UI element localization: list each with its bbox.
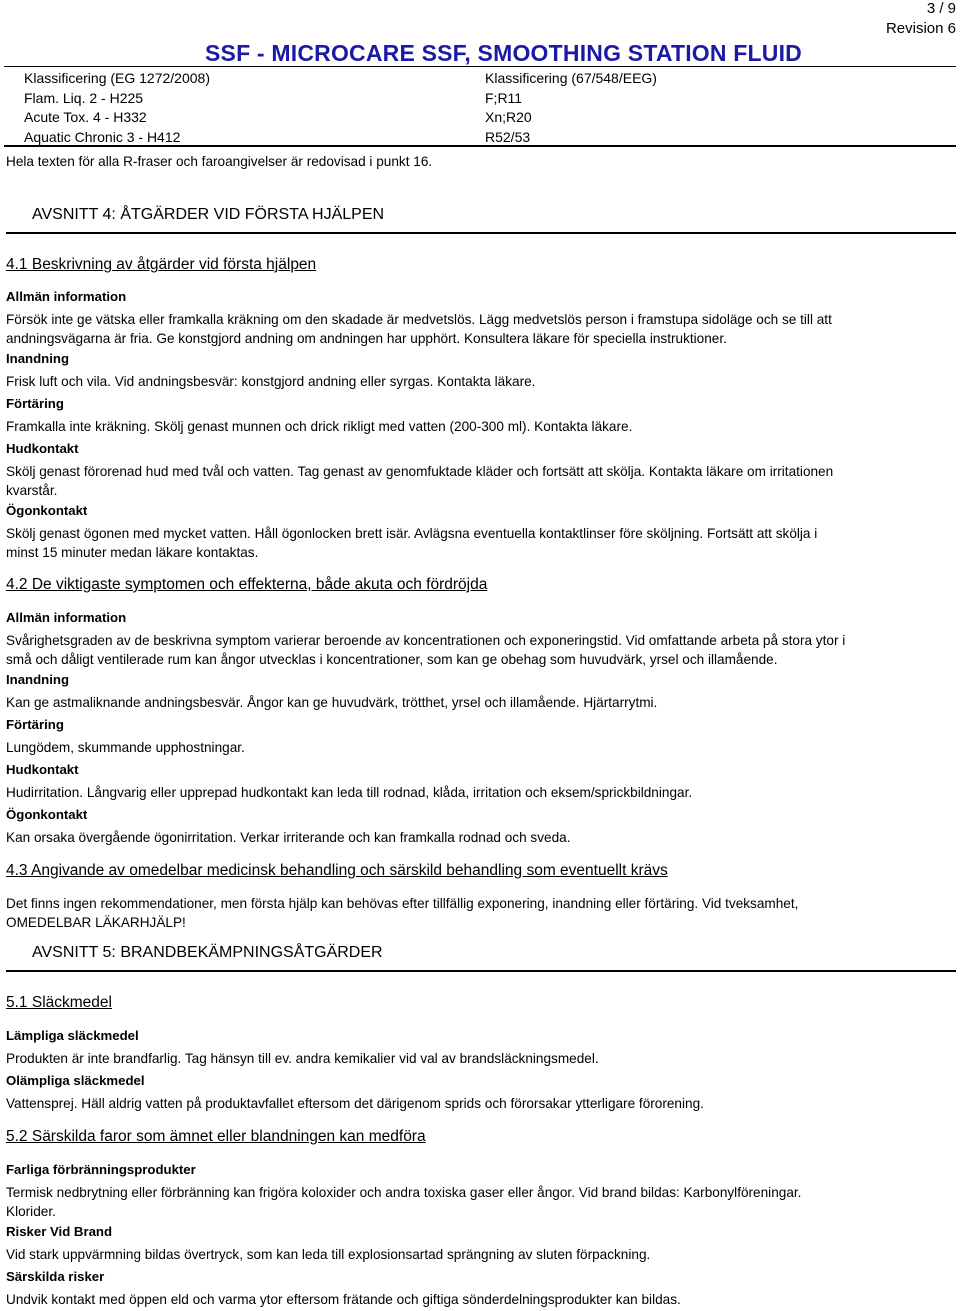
classification-eeg-line: R52/53 <box>485 128 531 145</box>
classification-box <box>4 66 956 147</box>
classification-eeg-line: F;R11 <box>485 89 523 106</box>
text-line: Framkalla inte kräkning. Skölj genast munnen och drick rikligt med vatten (200-300 ml). Kontakta läkare. <box>6 419 633 434</box>
classification-eeg-line: Xn;R20 <box>485 109 532 125</box>
text-line: Skölj genast förorenad hud med tvål och vatten. Tag genast av genomfuktade kläder och fortsätt att skölja. Kontakta läkare om irritationen <box>6 464 834 479</box>
classification-eeg <box>485 69 657 147</box>
classification-eeg-line: Klassificering (67/548/EEG) <box>485 70 657 86</box>
text-line: kvarstår. <box>6 483 58 498</box>
classification-eg-line: Flam. Liq. 2 - H225 <box>24 89 144 106</box>
subsection-4-1-title: 4.1 Beskrivning av åtgärder vid första hjälpen <box>6 256 317 273</box>
label-suitable-media: Lämpliga släckmedel <box>6 1028 139 1043</box>
label-general: Allmän information <box>6 610 127 625</box>
label-skin: Hudkontakt <box>6 441 79 456</box>
text-line: minst 15 minuter medan läkare kontaktas. <box>6 545 259 560</box>
subsection-5-1-title: 5.1 Släckmedel <box>6 994 112 1011</box>
label-eye: Ögonkontakt <box>6 503 88 518</box>
text-line: OMEDELBAR LÄKARHJÄLP! <box>6 915 186 930</box>
text-line: Vid stark uppvärmning bildas övertryck, som kan leda till explosionsartad sprängning av sluten förpackning. <box>6 1247 651 1262</box>
text-line: Vattensprej. Häll aldrig vatten på produktavfallet eftersom det därigenom sprids och förorsakar ytterligare förorening. <box>6 1096 704 1111</box>
classification-eg <box>24 69 210 147</box>
section-5-header <box>6 940 956 972</box>
label-unsuitable-media: Olämpliga släckmedel <box>6 1073 145 1088</box>
label-general: Allmän information <box>6 289 127 304</box>
label-skin: Hudkontakt <box>6 762 79 777</box>
subsection-4-2-title: 4.2 De viktigaste symptomen och effekterna, både akuta och fördröjda <box>6 576 488 593</box>
text-line: Klorider. <box>6 1204 56 1219</box>
classification-eg-line: Aquatic Chronic 3 - H412 <box>24 128 181 145</box>
section-4-title: AVSNITT 4: ÅTGÄRDER VID FÖRSTA HJÄLPEN <box>32 206 385 223</box>
text-line: Kan ge astmaliknande andningsbesvär. Ångor kan ge huvudvärk, trötthet, yrsel och illamående. Hjärtarrytmi. <box>6 695 658 710</box>
text-line: Hudirritation. Långvarig eller upprepad hudkontakt kan leda till rodnad, klåda, irritation och eksem/sprickbildningar. <box>6 785 693 800</box>
text-line: Kan orsaka övergående ögonirritation. Verkar irriterande och kan framkalla rodnad och sveda. <box>6 830 571 845</box>
section-5-title: AVSNITT 5: BRANDBEKÄMPNINGSÅTGÄRDER <box>32 944 383 961</box>
label-ingestion: Förtäring <box>6 396 64 411</box>
text-line: Termisk nedbrytning eller förbränning kan frigöra koloxider och andra toxiska gaser eller ångor. Vid brand bildas: Karbonylföreningar. <box>6 1185 802 1200</box>
label-fire-risk: Risker Vid Brand <box>6 1224 113 1239</box>
text-line: Lungödem, skummande upphostningar. <box>6 740 245 755</box>
text-line: små och dåligt ventilerade rum kan ångor utvecklas i koncentrationer, som kan ge obehag som huvudvärk, yrsel och illamående. <box>6 652 778 667</box>
label-special-risks: Särskilda risker <box>6 1269 105 1284</box>
text-line: Undvik kontakt med öppen eld och varma ytor eftersom frätande och giftiga sönderdelningsprodukter kan bildas. <box>6 1292 681 1307</box>
label-inhalation: Inandning <box>6 672 69 687</box>
document-title: SSF - MICROCARE SSF, SMOOTHING STATION FLUID <box>205 40 802 66</box>
label-combustion-products: Farliga förbränningsprodukter <box>6 1162 196 1177</box>
page-number: 3 / 9 <box>926 0 956 17</box>
text-line: andningsvägarna är fria. Ge konstgjord andning om andningen har upphört. Konsultera läkare för speciella instruktioner. <box>6 331 727 346</box>
r-phrase-note: Hela texten för alla R-fraser och faroangivelser är redovisad i punkt 16. <box>6 154 433 169</box>
subsection-5-2-title: 5.2 Särskilda faror som ämnet eller blandningen kan medföra <box>6 1128 426 1145</box>
section-4-header <box>6 202 956 234</box>
text-line: Frisk luft och vila. Vid andningsbesvär: konstgjord andning eller syrgas. Kontakta läkare. <box>6 374 536 389</box>
subsection-4-3-title: 4.3 Angivande av omedelbar medicinsk behandling och särskild behandling som eventuellt krävs <box>6 862 668 879</box>
text-line: Skölj genast ögonen med mycket vatten. Håll ögonlocken brett isär. Avlägsna eventuella kontaktlinser före sköljning. Fortsätt att skölja i <box>6 526 818 541</box>
label-eye: Ögonkontakt <box>6 807 88 822</box>
revision-label: Revision 6 <box>885 20 956 37</box>
text-line: Svårighetsgraden av de beskrivna symptom varierar beroende av koncentrationen och exponeringstid. Vid omfattande arbeta på stora ytor i <box>6 633 846 648</box>
text-line: Det finns ingen rekommendationer, men första hjälp kan behövas efter tillfällig exponering, inandning eller förtäring. Vid tveksamhet, <box>6 896 799 911</box>
label-inhalation: Inandning <box>6 351 69 366</box>
label-ingestion: Förtäring <box>6 717 64 732</box>
classification-eg-line: Acute Tox. 4 - H332 <box>24 109 147 125</box>
classification-eg-line: Klassificering (EG 1272/2008) <box>24 70 210 86</box>
text-line: Produkten är inte brandfarlig. Tag hänsyn till ev. andra kemikalier vid val av brandsläckningsmedel. <box>6 1051 599 1066</box>
text-line: Försök inte ge vätska eller framkalla kräkning om den skadade är medvetslös. Lägg medvetslös person i framstupa sidoläge och se till att <box>6 312 832 327</box>
